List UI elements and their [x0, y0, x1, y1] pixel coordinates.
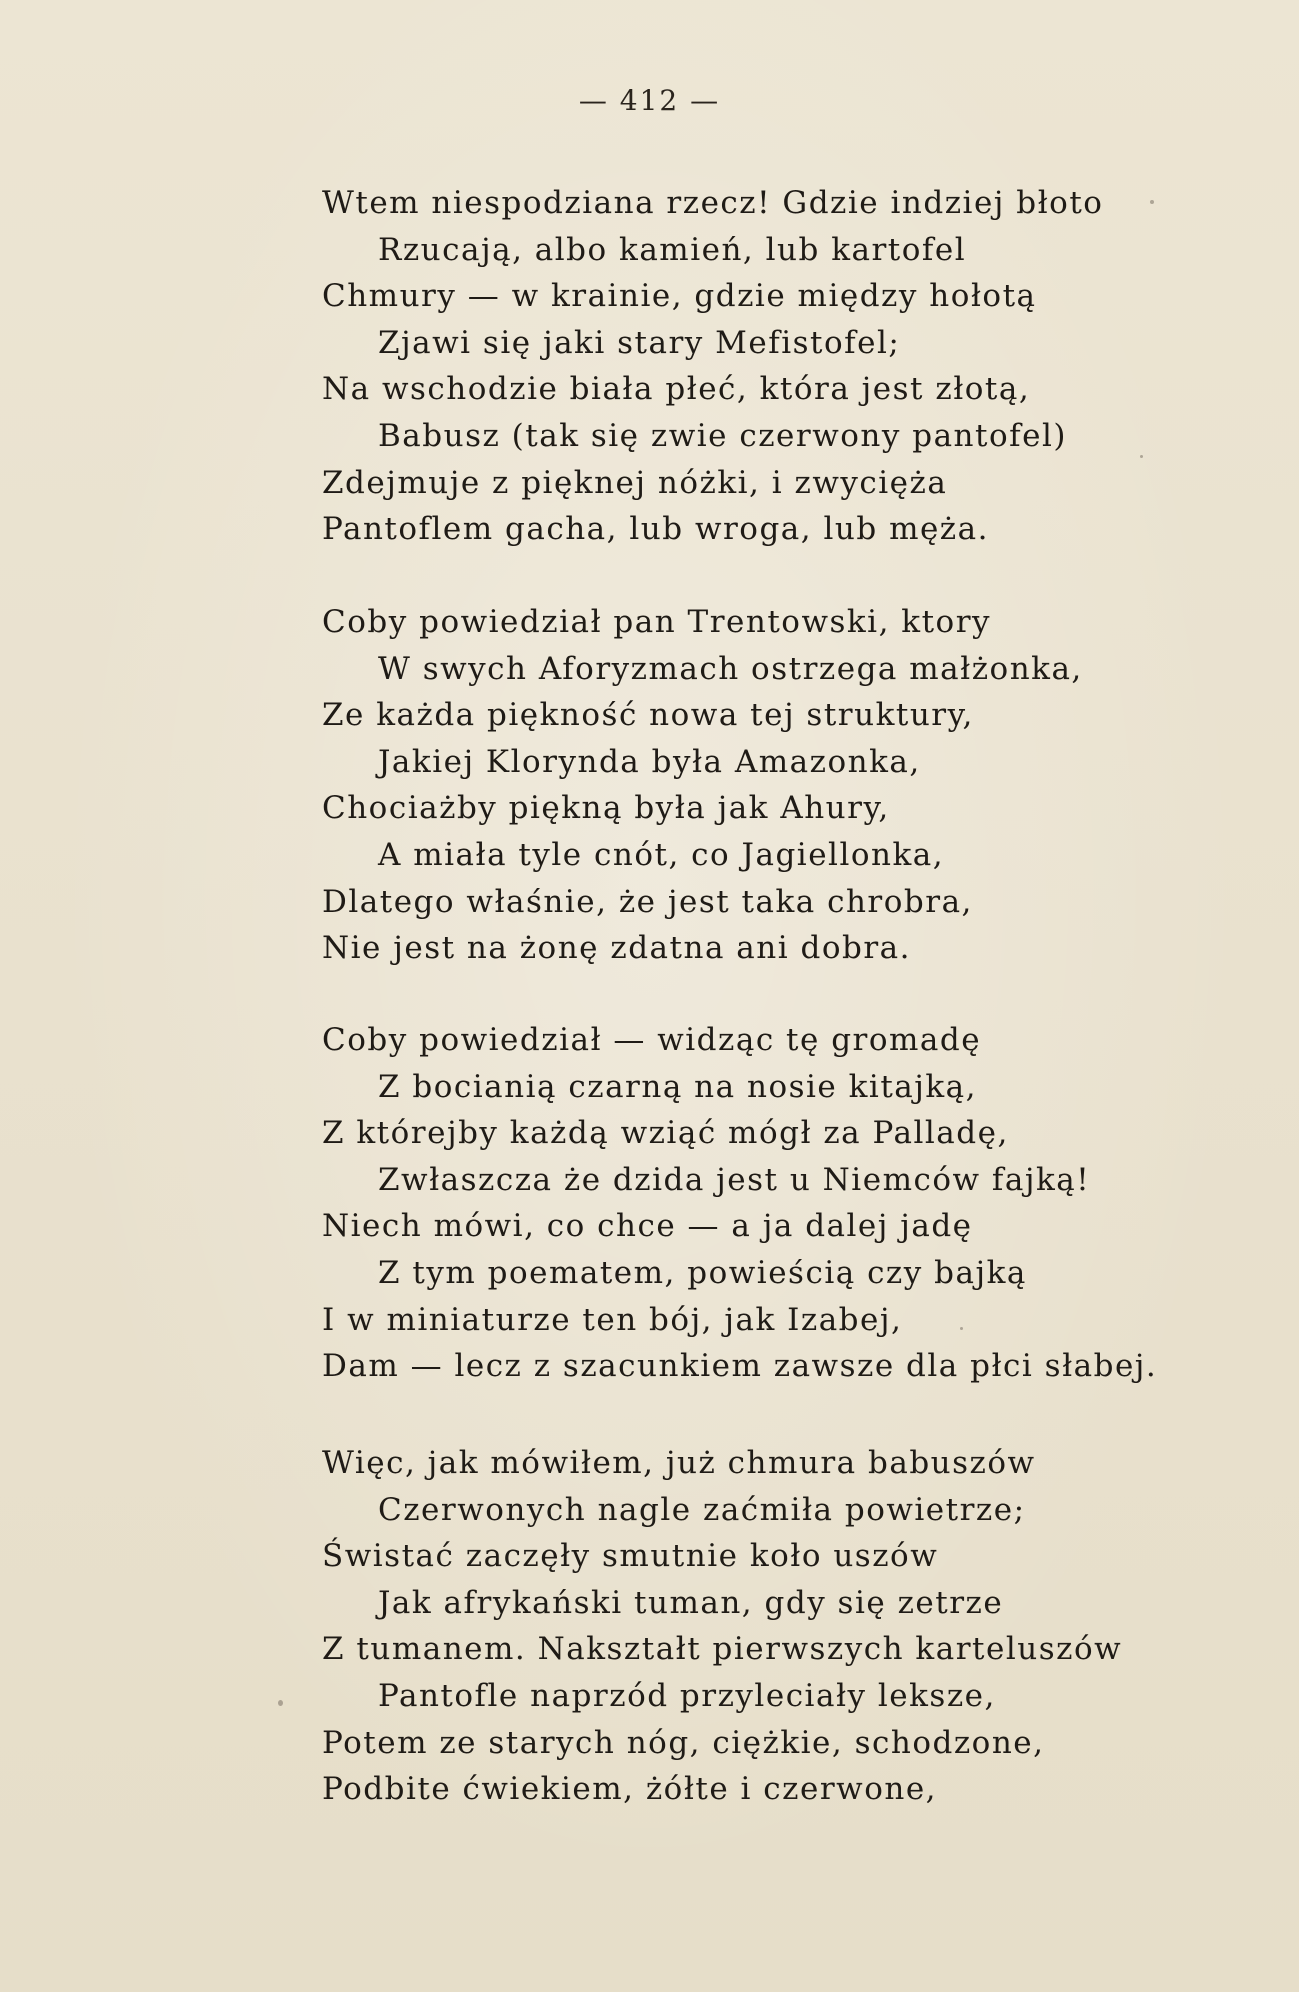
- verse-line: Dlatego właśnie, że jest taka chrobra,: [322, 883, 973, 920]
- verse-line: Ze każda piękność nowa tej struktury,: [322, 697, 974, 734]
- verse-line: Więc, jak mówiłem, już chmura babuszów: [322, 1445, 1036, 1481]
- verse-line: Wtem niespodziana rzecz! Gdzie indziej błoto: [322, 185, 1104, 221]
- verse-line: Z bocianią czarną na nosie kitajką,: [378, 1068, 977, 1105]
- paper-speck: [278, 1700, 283, 1706]
- verse-line: Zdejmuje z pięknej nóżki, i zwycięża: [322, 464, 948, 501]
- paper-speck: [1150, 200, 1154, 204]
- verse-line: Jak afrykański tuman, gdy się zetrze: [378, 1584, 1004, 1621]
- verse-line: Potem ze starych nóg, ciężkie, schodzone,: [322, 1724, 1045, 1761]
- verse-line: W swych Aforyzmach ostrzega małżonka,: [378, 650, 1083, 687]
- verse-line: I w miniaturze ten bój, jak Izabej,: [322, 1301, 903, 1338]
- verse-line: Czerwonych nagle zaćmiła powietrze;: [378, 1491, 1026, 1528]
- stanza-3: [322, 1017, 1222, 1390]
- verse-line: Niech mówi, co chce — a ja dalej jadę: [322, 1208, 973, 1245]
- page-number: — 412 —: [578, 84, 721, 117]
- verse-line: Nie jest na żonę zdatna ani dobra.: [322, 930, 912, 967]
- verse-line: Świstać zaczęły smutnie koło uszów: [322, 1538, 939, 1575]
- verse-line: Na wschodzie biała płeć, która jest złotą,: [322, 371, 1031, 408]
- verse-line: Zwłaszcza że dzida jest u Niemców fajką!: [378, 1161, 1091, 1198]
- paper-speck: [960, 1327, 963, 1330]
- verse-line: Pantoflem gacha, lub wroga, lub męża.: [322, 511, 989, 548]
- verse-line: Dam — lecz z szacunkiem zawsze dla płci słabej.: [322, 1348, 1158, 1385]
- verse-line: Chociażby piękną była jak Ahury,: [322, 790, 890, 827]
- verse-line: Zjawi się jaki stary Mefistofel;: [378, 324, 901, 361]
- verse-line: Pantofle naprzód przyleciały leksze,: [378, 1677, 996, 1714]
- verse-line: Z tym poematem, powieścią czy bajką: [378, 1254, 1027, 1291]
- verse-line: Coby powiedział — widząc tę gromadę: [322, 1022, 982, 1058]
- verse-line: A miała tyle cnót, co Jagiellonka,: [378, 836, 945, 873]
- paper-speck: [1140, 455, 1143, 458]
- verse-line: Z tumanem. Nakształt pierwszych karteluszów: [322, 1631, 1123, 1668]
- stanza-1: [322, 180, 1222, 553]
- verse-line: Coby powiedział pan Trentowski, ktory: [322, 604, 992, 640]
- stanza-2: [322, 599, 1222, 972]
- verse-line: Chmury — w krainie, gdzie między hołotą: [322, 278, 1037, 315]
- verse-line: Rzucają, albo kamień, lub kartofel: [378, 231, 967, 268]
- verse-line: Babusz (tak się zwie czerwony pantofel): [378, 417, 1067, 454]
- verse-line: Jakiej Klorynda była Amazonka,: [378, 743, 921, 780]
- verse-line: Podbite ćwiekiem, żółte i czerwone,: [322, 1771, 938, 1808]
- stanza-4: [322, 1440, 1222, 1813]
- verse-line: Z którejby każdą wziąć mógł za Palladę,: [322, 1115, 1009, 1152]
